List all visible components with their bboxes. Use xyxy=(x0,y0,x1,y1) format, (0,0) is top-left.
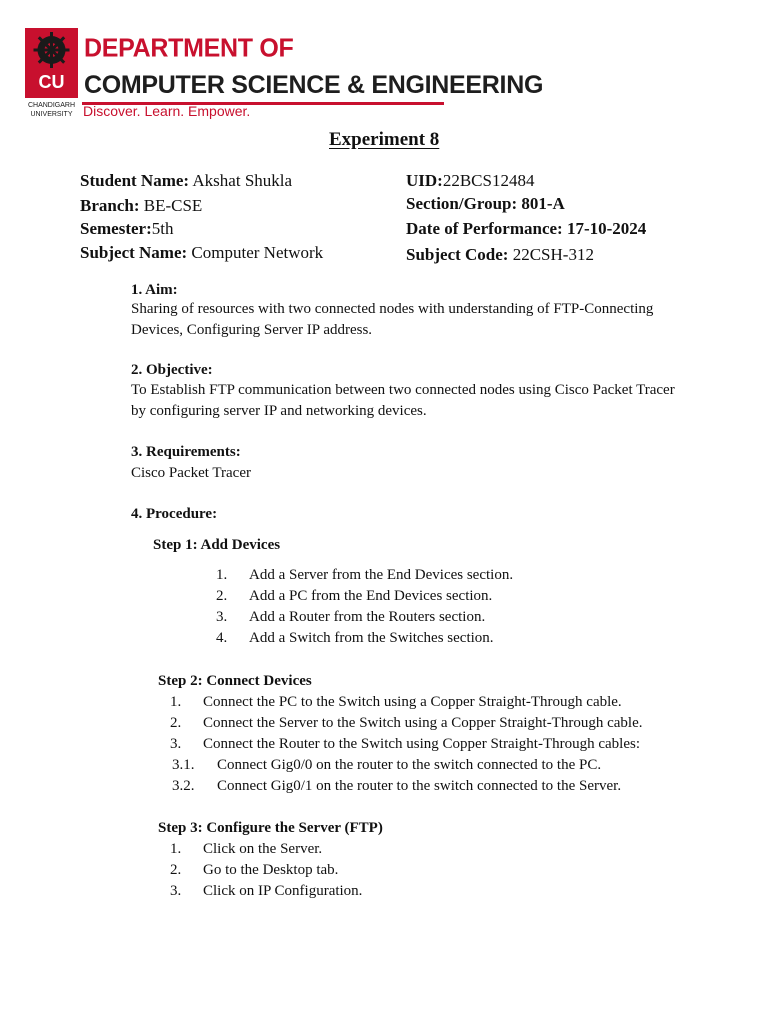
step1-item-3: Add a Router from the Routers section. xyxy=(249,609,486,625)
student-name-label: Student Name: xyxy=(80,171,190,190)
step2-item-1: Connect the PC to the Switch using a Copper Straight-Through cable. xyxy=(203,694,622,710)
student-name-value: Akshat Shukla xyxy=(192,171,293,190)
step1-item-1-number: 1. xyxy=(216,567,228,583)
step1-item-2: Add a PC from the End Devices section. xyxy=(249,588,493,604)
step1-heading: Step 1: Add Devices xyxy=(153,537,281,553)
semester-value: 5th xyxy=(151,219,174,238)
step3-item-3-number: 3. xyxy=(170,883,182,899)
requirements-text: Cisco Packet Tracer xyxy=(131,465,251,481)
uid-value: 22BCS12484 xyxy=(442,171,535,190)
date-label: Date of Performance: xyxy=(406,219,563,238)
logo-text: CU xyxy=(38,72,65,92)
section-value: 801-A xyxy=(521,194,565,213)
step2-item-3-1: Connect Gig0/0 on the router to the switch connected to the PC. xyxy=(217,757,602,773)
branch-field xyxy=(80,196,202,216)
subject-code-field xyxy=(406,245,594,265)
department-title-line2: COMPUTER SCIENCE & ENGINEERING xyxy=(84,71,544,99)
step1-item-3-number: 3. xyxy=(216,609,228,625)
step2-heading: Step 2: Connect Devices xyxy=(158,673,312,689)
step2-item-3: Connect the Router to the Switch using Copper Straight-Through cables: xyxy=(203,736,641,752)
step1-item-4: Add a Switch from the Switches section. xyxy=(249,630,494,646)
subject-code-value: 22CSH-312 xyxy=(512,245,594,264)
uid-label: UID: xyxy=(406,171,443,190)
step3-item-3: Click on IP Configuration. xyxy=(203,883,363,899)
subject-code-label: Subject Code: xyxy=(406,245,509,264)
branch-label: Branch: xyxy=(80,196,140,215)
tagline: Discover. Learn. Empower. xyxy=(83,103,251,119)
step3-item-2-number: 2. xyxy=(170,862,182,878)
step2-item-3-number: 3. xyxy=(170,736,182,752)
objective-heading: 2. Objective: xyxy=(131,362,213,378)
objective-text-line1: To Establish FTP communication between two connected nodes using Cisco Packet Tracer xyxy=(131,382,675,398)
branch-value: BE-CSE xyxy=(143,196,203,215)
page-title: Experiment 8 xyxy=(329,129,440,150)
step1-item-1: Add a Server from the End Devices section. xyxy=(249,567,514,583)
aim-text-line2: Devices, Configuring Server IP address. xyxy=(131,322,373,338)
step2-item-3-2-number: 3.2. xyxy=(172,778,195,794)
subject-name-field xyxy=(80,243,323,263)
step2-item-1-number: 1. xyxy=(170,694,182,710)
step3-item-1-number: 1. xyxy=(170,841,182,857)
step1-item-4-number: 4. xyxy=(216,630,228,646)
semester-label: Semester: xyxy=(80,219,152,238)
step3-item-1: Click on the Server. xyxy=(203,841,323,857)
subject-name-value: Computer Network xyxy=(191,243,324,262)
section-field xyxy=(406,194,565,214)
aim-text-line1: Sharing of resources with two connected nodes with understanding of FTP-Connecting xyxy=(131,301,654,317)
step3-item-2: Go to the Desktop tab. xyxy=(203,862,339,878)
step2-item-2-number: 2. xyxy=(170,715,182,731)
step3-heading: Step 3: Configure the Server (FTP) xyxy=(158,820,383,836)
step2-item-3-2: Connect Gig0/1 on the router to the switch connected to the Server. xyxy=(217,778,622,794)
aim-heading: 1. Aim: xyxy=(131,282,178,298)
student-name-field xyxy=(80,171,292,191)
step2-item-2: Connect the Server to the Switch using a Copper Straight-Through cable. xyxy=(203,715,643,731)
step2-item-3-1-number: 3.1. xyxy=(172,757,195,773)
logo-subtext-2: UNIVERSITY xyxy=(30,111,73,118)
department-title-line1: DEPARTMENT OF xyxy=(84,33,294,63)
date-value: 17-10-2024 xyxy=(566,219,647,238)
objective-text-line2: by configuring server IP and networking devices. xyxy=(131,403,427,419)
requirements-heading: 3. Requirements: xyxy=(131,444,241,460)
semester-field xyxy=(80,219,173,239)
section-label: Section/Group: xyxy=(406,194,518,213)
procedure-heading: 4. Procedure: xyxy=(131,506,218,522)
university-logo xyxy=(25,28,78,120)
uid-field xyxy=(406,171,534,191)
subject-name-label: Subject Name: xyxy=(80,243,188,262)
step1-item-2-number: 2. xyxy=(216,588,228,604)
logo-subtext-1: CHANDIGARH xyxy=(27,102,76,109)
date-field xyxy=(406,219,646,239)
